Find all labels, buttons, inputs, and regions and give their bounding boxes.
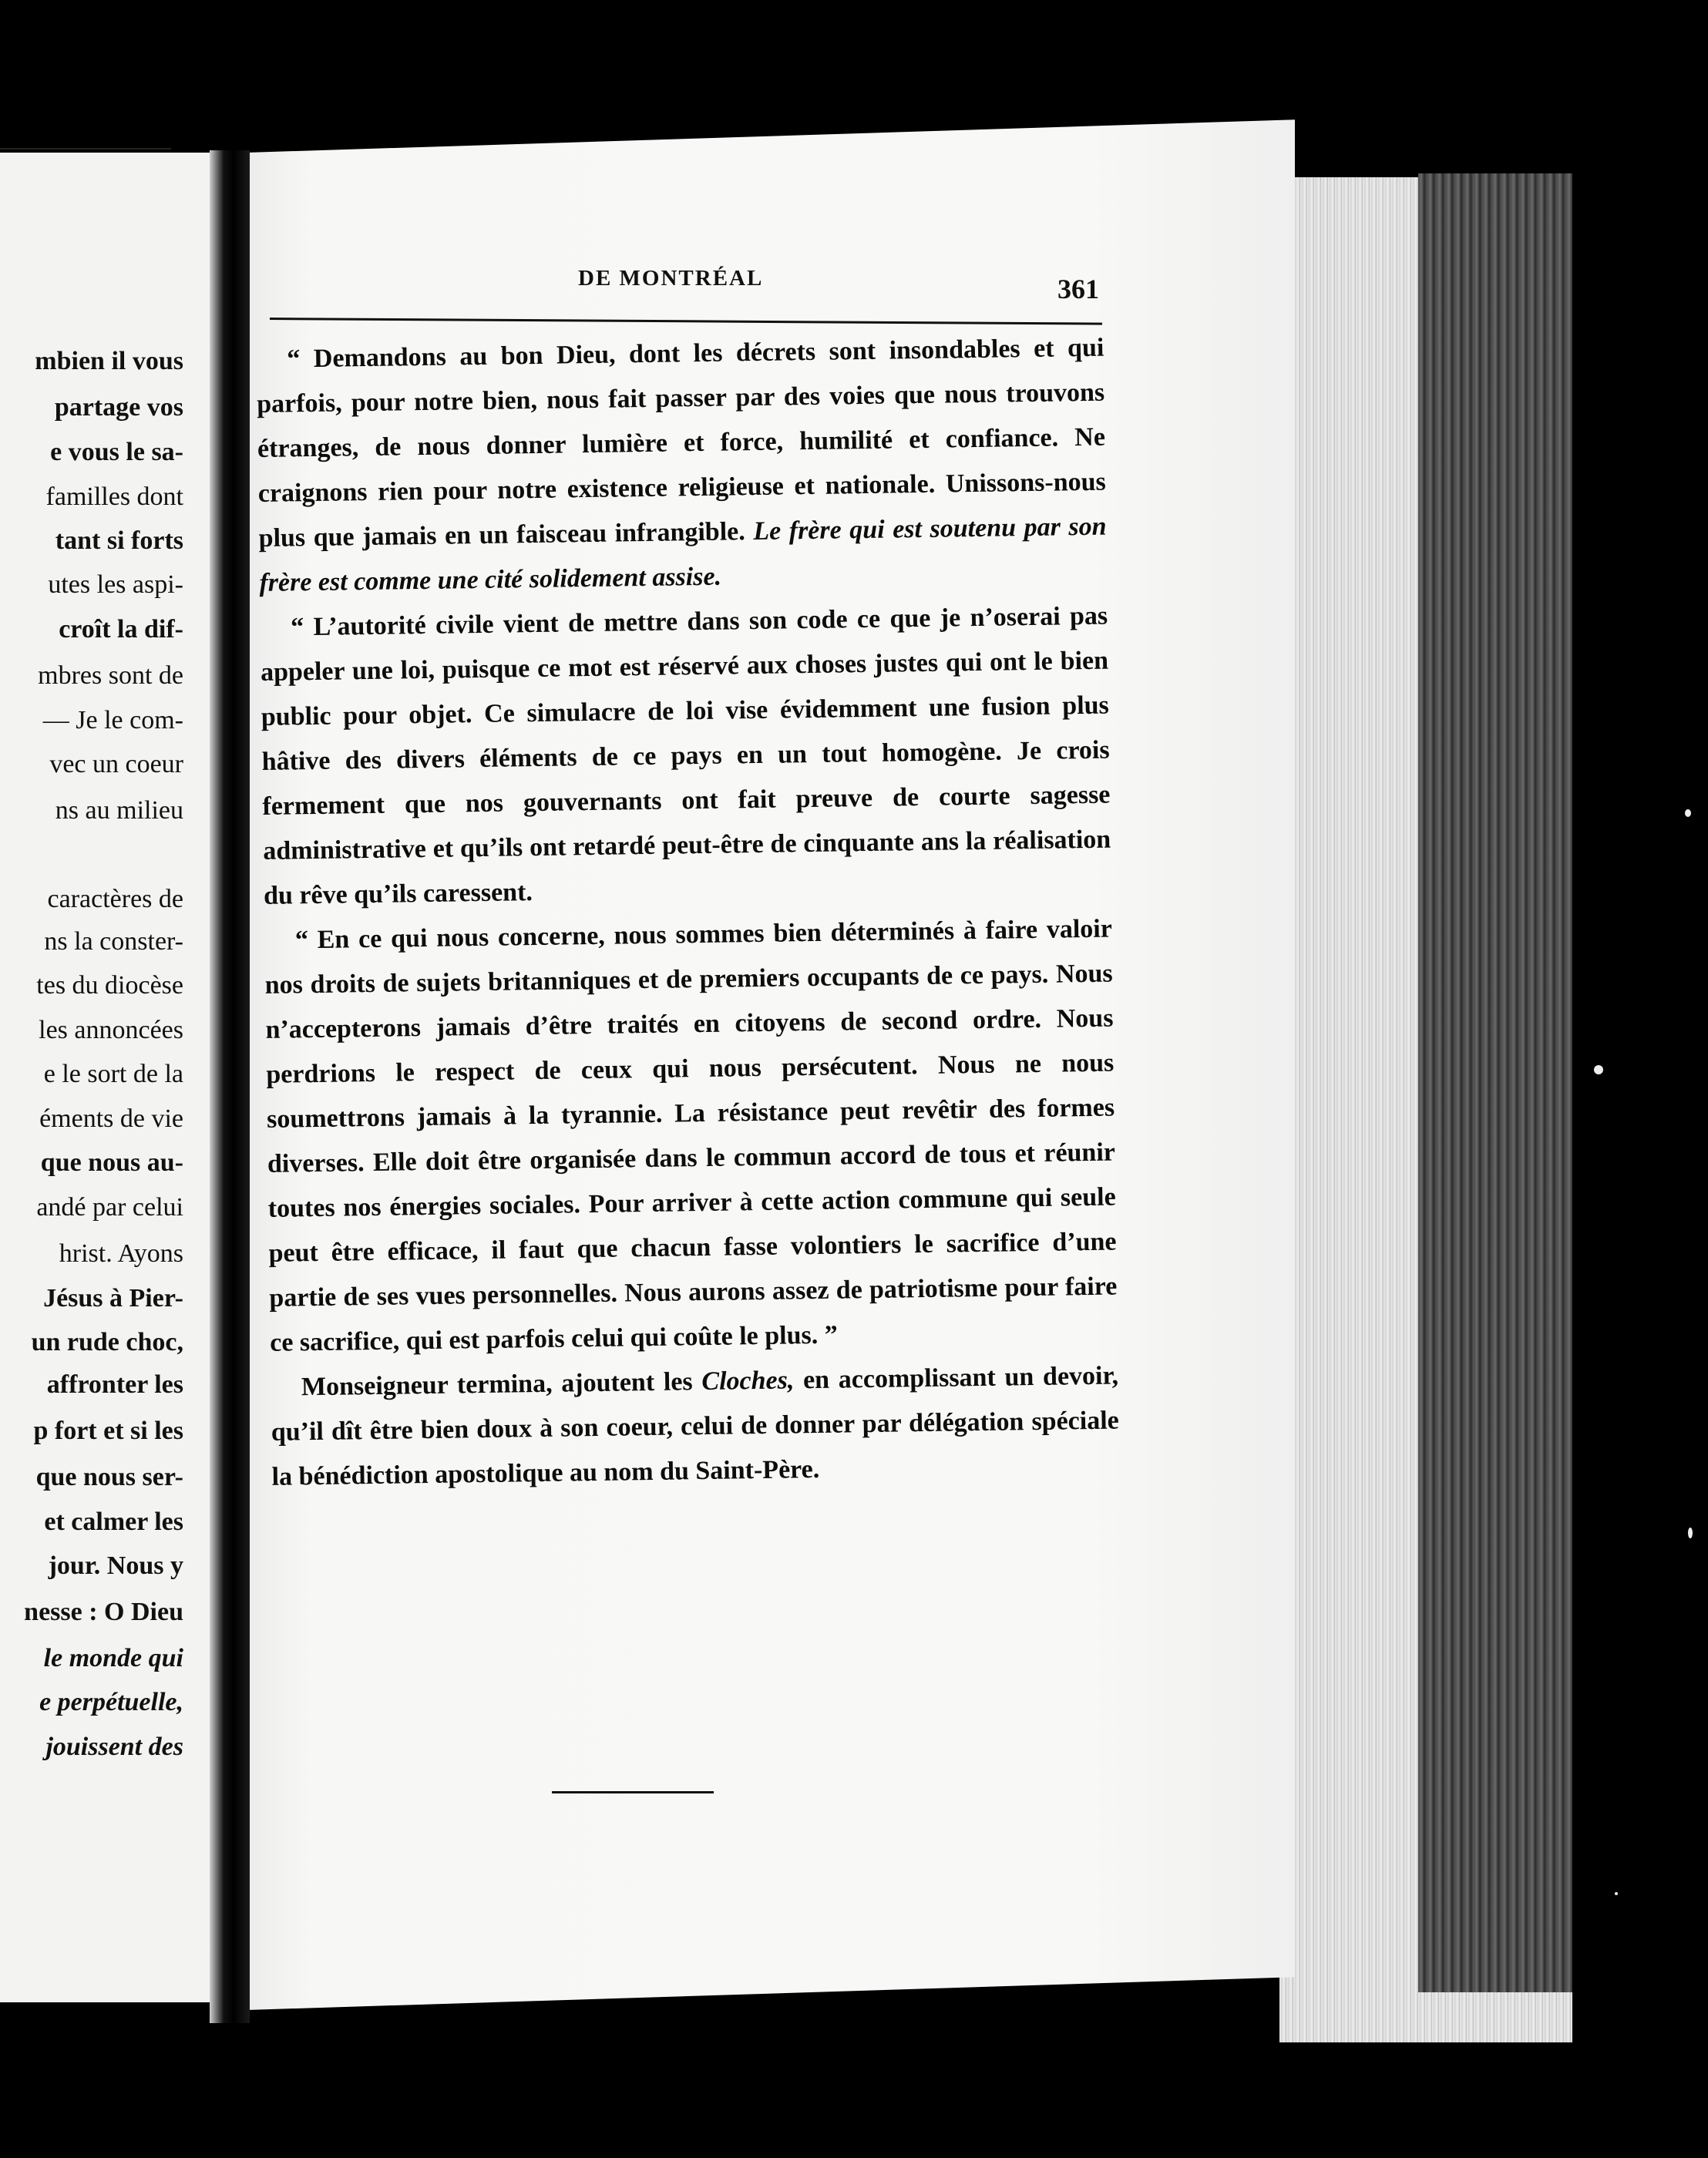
left-page-line: que nous au- xyxy=(40,1148,183,1177)
left-page-line: que nous ser- xyxy=(35,1463,183,1491)
paragraph: “ L’autorité civile vient de mettre dans son code ce que je n’oserai pas appeler une loi, puisque ce mot est réservé aux choses justes qui ont le bien public pour objet. Ce simulacre de loi vise évidemment une fusion plus hâtive des divers éléments de ce pays en un tout homogène. Je crois fermement que nos gouvernants ont fait preuve de courte sagesse administrative et qu’ils ont retardé peut-être de cinquante ans la réalisation du rêve qu’ils caressent. xyxy=(260,601,1111,910)
left-page-line: Jésus à Pier- xyxy=(43,1284,183,1313)
left-page-line: p fort et si les xyxy=(33,1417,183,1445)
film-speck xyxy=(1594,1065,1603,1074)
left-page-line: le monde qui xyxy=(43,1644,183,1672)
body-text xyxy=(256,326,1120,1500)
left-page-line: affronter les xyxy=(46,1370,183,1399)
left-page-line: hrist. Ayons xyxy=(59,1239,183,1268)
left-page-line: croît la dif- xyxy=(59,615,183,644)
left-page-line: partage vos xyxy=(54,393,183,422)
left-page-line: utes les aspi- xyxy=(48,570,183,599)
film-speck xyxy=(1615,1892,1618,1895)
film-speck xyxy=(1688,1528,1693,1538)
left-page-line: tes du diocèse xyxy=(36,971,183,1000)
left-page-line: familles dont xyxy=(45,482,183,511)
left-page-line: — Je le com- xyxy=(42,706,183,734)
left-page-line: tant si forts xyxy=(55,526,183,555)
film-speck xyxy=(1685,809,1691,817)
left-page-line: mbien il vous xyxy=(35,347,183,375)
paragraph: Monseigneur termina, ajoutent les Cloches, en accomplissant un devoir, qu’il dît être bien doux à son coeur, celui de donner par délégation spéciale la bénédiction apostolique au nom du Saint-Père. xyxy=(271,1361,1119,1491)
left-page-line: nesse : O Dieu xyxy=(24,1598,183,1626)
left-page-line: jouissent des xyxy=(45,1733,183,1761)
left-page-line: e perpétuelle, xyxy=(39,1688,183,1716)
book-gutter xyxy=(210,150,250,2023)
paragraph: “ En ce qui nous concerne, nous sommes bien déterminés à faire valoir nos droits de sujets britanniques et de premiers occupants de ce pays. Nous n’accepterons jamais d’être traités en citoyens de second ordre. Nous perdrions le respect de ceux qui nous persécutent. Nous ne nous soumettrons jamais à la tyrannie. La résistance peut revêtir des formes diverses. Elle doit être organisée dans le commun accord de tous et réunir toutes nos énergies sociales. Pour arriver à cette action commune qui seule peut être efficace, il faut que chacun fasse volontiers le sacrifice d’une partie de ses vues personnelles. Nous aurons assez de patriotisme pour faire ce sacrifice, qui est parfois celui qui coûte le plus. ” xyxy=(264,914,1118,1357)
page-number: 361 xyxy=(1057,274,1099,304)
left-page-line: andé par celui xyxy=(36,1193,183,1222)
running-header: DE MONTRÉAL xyxy=(578,266,764,291)
left-page-line: e vous le sa- xyxy=(50,438,183,466)
left-page-line: éments de vie xyxy=(39,1104,183,1133)
paragraph: “ Demandons au bon Dieu, dont les décrets sont insondables et qui parfois, pour notre bien, nous fait passer par des voies que nous trouvons étranges, de nous donner lumière et force, humilité et confiance. Ne craignons rien pour notre existence religieuse et nationale. Unissons-nous plus que jamais en un faisceau infrangible. Le frère qui est soutenu par son frère est comme une cité solidement assise. xyxy=(256,333,1107,597)
left-page-line: ns au milieu xyxy=(55,796,183,825)
left-page-line: jour. Nous y xyxy=(48,1551,183,1580)
section-end-rule xyxy=(552,1791,714,1793)
left-page-line: un rude choc, xyxy=(31,1328,183,1356)
left-page-line: mbres sont de xyxy=(38,661,183,690)
left-page-line: et calmer les xyxy=(44,1508,183,1536)
left-page-line: vec un coeur xyxy=(49,750,183,778)
left-page-line: ns la conster- xyxy=(44,927,183,956)
left-page-line: les annoncées xyxy=(39,1016,183,1044)
left-page-line: e le sort de la xyxy=(43,1060,183,1088)
left-header-rule xyxy=(0,148,171,150)
left-page-line: caractères de xyxy=(47,885,183,913)
page-edges-shadow xyxy=(1418,173,1572,1992)
